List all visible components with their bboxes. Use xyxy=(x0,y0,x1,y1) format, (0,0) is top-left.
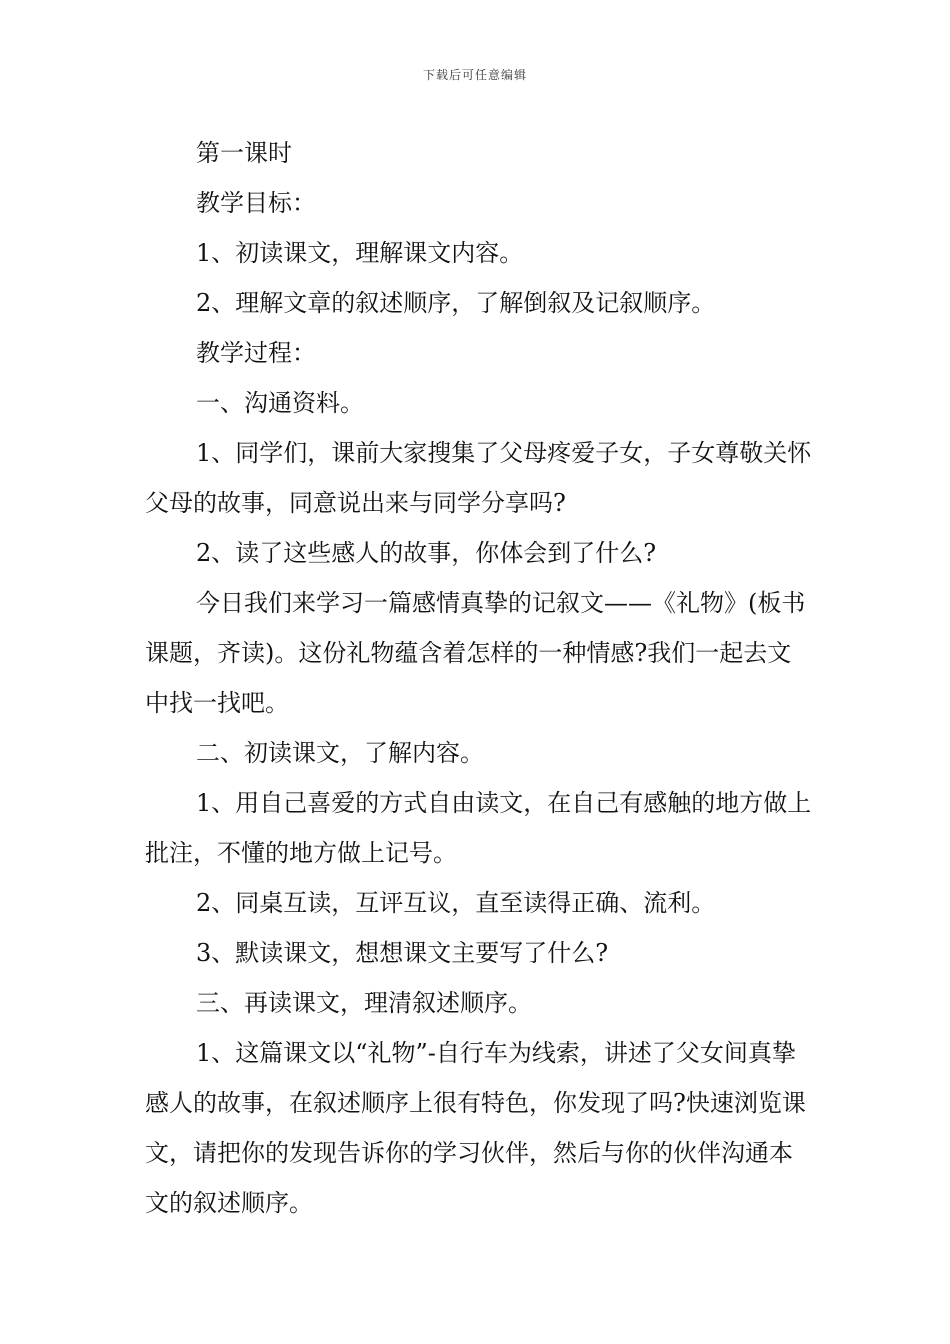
body-paragraph: 2、读了这些感人的故事，你体会到了什么? xyxy=(196,539,657,567)
section-heading: 三、再读课文，理清叙述顺序。 xyxy=(196,989,532,1017)
body-paragraph: 1、用自己喜爱的方式自由读文，在自己有感触的地方做上批注，不懂的地方做上记号。 xyxy=(145,789,812,867)
body-paragraph: 今日我们来学习一篇感情真挚的记叙文——《礼物》(板书课题，齐读)。这份礼物蕴含着怎样的一种情感?我们一起去文中找一找吧。 xyxy=(145,589,806,717)
section-heading: 一、沟通资料。 xyxy=(196,389,364,417)
heading-lesson: 第一课时 xyxy=(196,139,292,167)
body-paragraph: 3、默读课文，想想课文主要写了什么? xyxy=(196,939,609,967)
body-paragraph: 2、同桌互读，互评互议，直至读得正确、流利。 xyxy=(196,889,716,917)
heading-objectives: 教学目标： xyxy=(196,189,316,217)
heading-process: 教学过程： xyxy=(196,339,316,367)
document-body xyxy=(145,128,815,1228)
objective-item: 2、理解文章的叙述顺序，了解倒叙及记叙顺序。 xyxy=(196,289,716,317)
body-paragraph: 1、这篇课文以“礼物”-自行车为线索，讲述了父女间真挚感人的故事，在叙述顺序上很有特色，你发现了吗?快速浏览课文，请把你的发现告诉你的学习伙伴，然后与你的伙伴沟通本文的叙述顺序。 xyxy=(145,1039,806,1217)
page-header: 下载后可任意编辑 xyxy=(422,68,527,82)
body-paragraph: 1、同学们，课前大家搜集了父母疼爱子女，子女尊敬关怀父母的故事，同意说出来与同学分享吗? xyxy=(145,439,812,517)
section-heading: 二、初读课文，了解内容。 xyxy=(196,739,484,767)
objective-item: 1、初读课文，理解课文内容。 xyxy=(196,239,524,267)
